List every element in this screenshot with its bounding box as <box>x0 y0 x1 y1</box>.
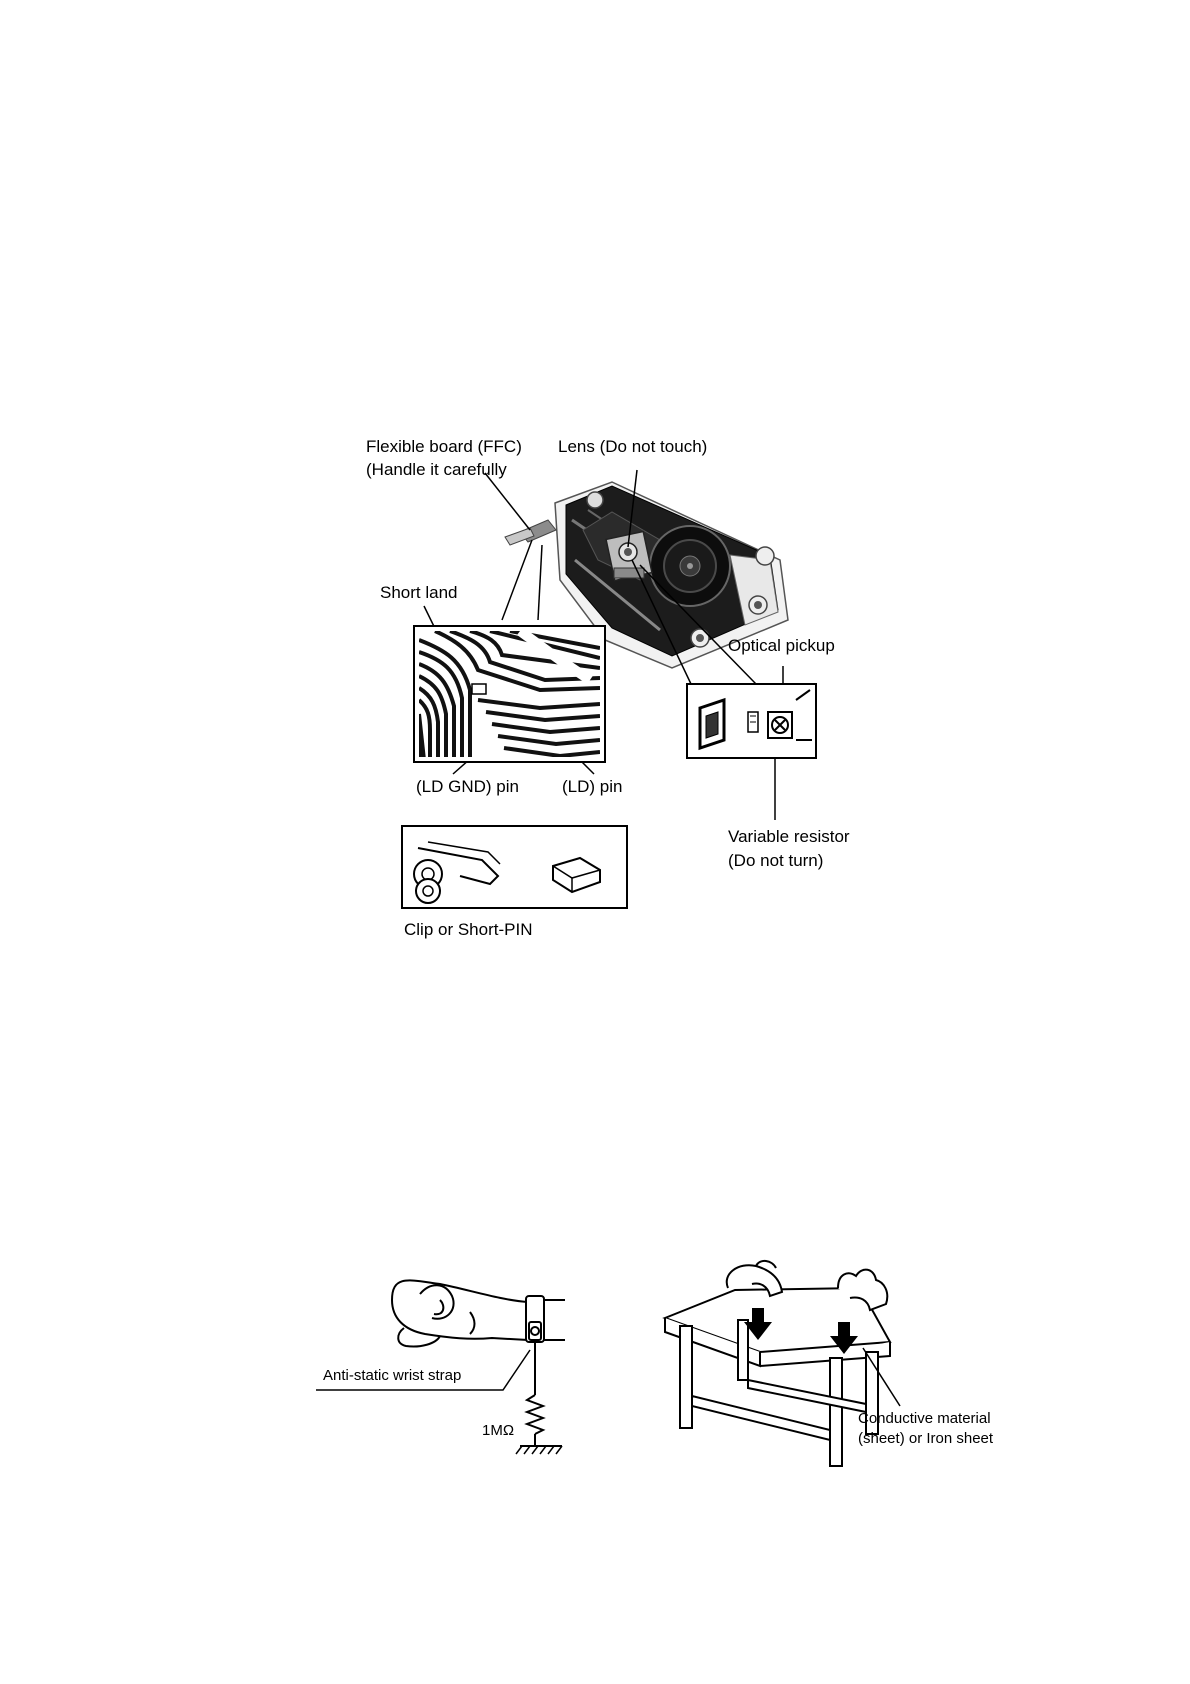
wrist-strap-label: Anti-static wrist strap <box>323 1367 462 1384</box>
clip-short-pin-box <box>402 826 627 908</box>
variable-resistor-label-line1: Variable resistor <box>728 827 850 846</box>
optical-pickup-figure <box>366 437 850 939</box>
conductive-workbench <box>665 1261 890 1466</box>
conductive-label-line2: (sheet) or Iron sheet <box>858 1430 994 1447</box>
short-land-zoom-box <box>414 626 605 762</box>
ld-pin-label: (LD) pin <box>562 777 623 796</box>
optical-pickup-label: Optical pickup <box>728 636 835 655</box>
clip-label: Clip or Short-PIN <box>404 920 533 939</box>
resistor-icon <box>527 1395 543 1434</box>
variable-resistor-zoom-box <box>687 684 816 758</box>
short-land-label: Short land <box>380 583 458 602</box>
ffc-label-line2: (Handle it carefully <box>366 460 507 479</box>
ld-gnd-pin-label: (LD GND) pin <box>416 777 519 796</box>
conductive-label-line1: Conductive material <box>858 1410 991 1427</box>
variable-resistor-label-line2: (Do not turn) <box>728 851 824 870</box>
ffc-label-line1: Flexible board (FFC) <box>366 437 522 456</box>
esd-precaution-figure <box>316 1261 994 1466</box>
resistor-value-label: 1MΩ <box>482 1422 515 1439</box>
lens-label: Lens (Do not touch) <box>558 437 708 456</box>
